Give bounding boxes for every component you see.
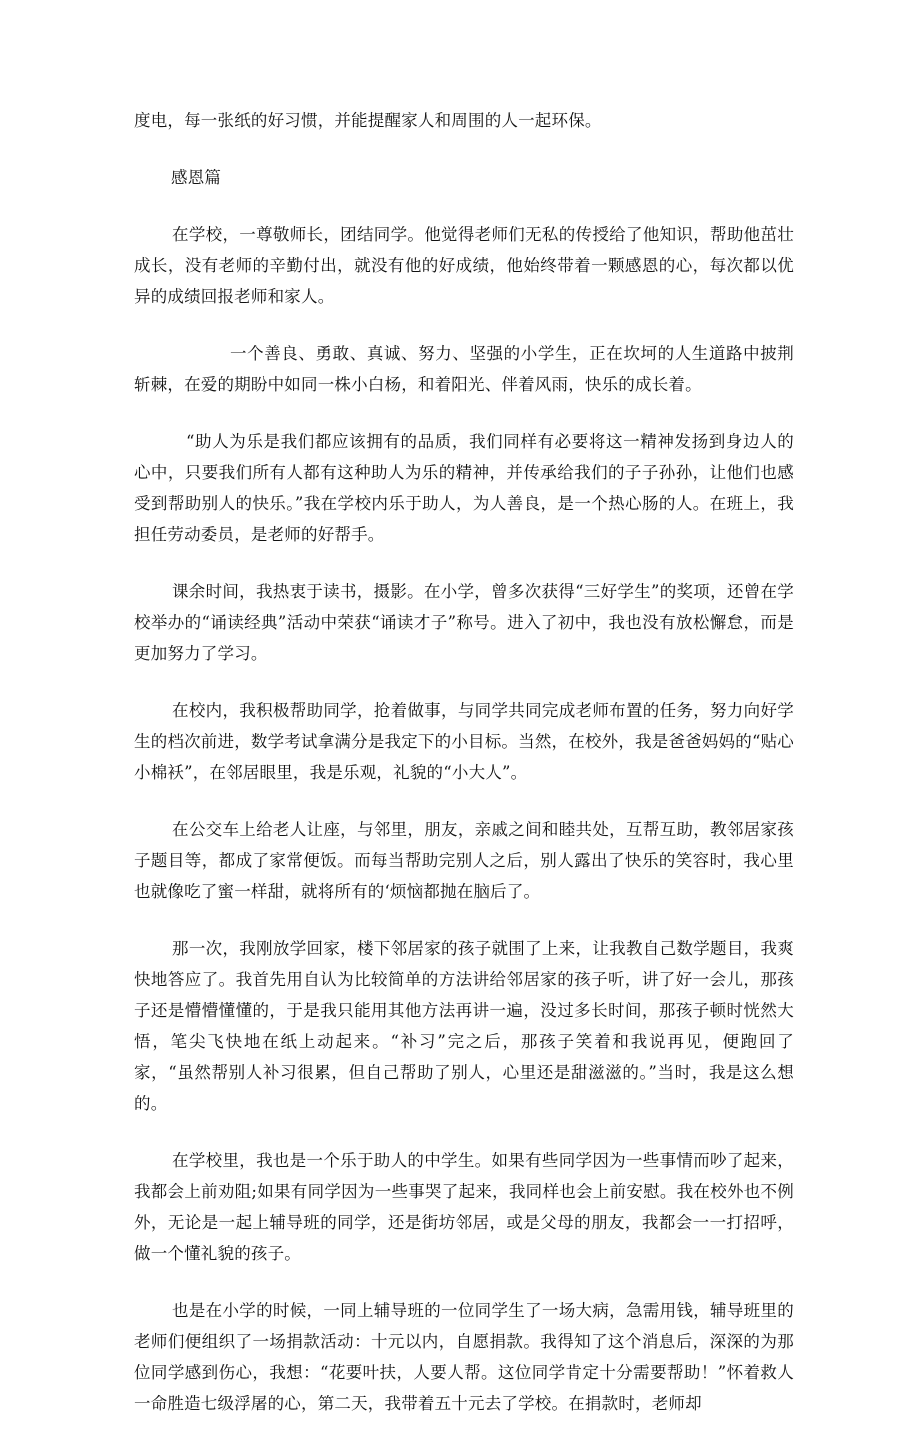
document-body	[134, 105, 794, 1445]
paragraph: 课余时间，我热衷于读书，摄影。在小学，曾多次获得“三好学生”的奖项，还曾在学校举办的“诵读经典”活动中荣获“诵读才子”称号。进入了初中，我也没有放松懈怠，而是更加努力了学习。	[134, 582, 794, 663]
paragraph: 在学校，一尊敬师长，团结同学。他觉得老师们无私的传授给了他知识，帮助他茁壮成长，没有老师的辛勤付出，就没有他的好成绩，他始终带着一颗感恩的心，每次都以优异的成绩回报老师和家人。	[134, 225, 794, 306]
paragraph-continuation: 度电，每一张纸的好习惯，并能提醒家人和周围的人一起环保。	[134, 111, 602, 130]
paragraph: 在校内，我积极帮助同学，抢着做事，与同学共同完成老师布置的任务，努力向好学生的档次前进，数学考试拿满分是我定下的小目标。当然，在校外，我是爸爸妈妈的“贴心小棉袄”，在邻居眼里，我是乐观，礼貌的“小大人”。	[134, 701, 794, 782]
paragraph: 在公交车上给老人让座，与邻里，朋友，亲戚之间和睦共处，互帮互助，教邻居家孩子题目等，都成了家常便饭。而每当帮助完别人之后，别人露出了快乐的笑容时，我心里也就像吃了蜜一样甜，就将所有的‘烦恼都抛在脑后了。	[134, 820, 794, 901]
paragraph: 也是在小学的时候，一同上辅导班的一位同学生了一场大病，急需用钱，辅导班里的老师们便组织了一场捐款活动：十元以内，自愿捐款。我得知了这个消息后，深深的为那位同学感到伤心，我想：“花要叶扶，人要人帮。这位同学肯定十分需要帮助！”怀着救人一命胜造七级浮屠的心，第二天，我带着五十元去了学校。在捐款时，老师却	[134, 1301, 794, 1413]
section-heading-gratitude: 感恩篇	[171, 168, 222, 187]
paragraph: “助人为乐是我们都应该拥有的品质，我们同样有必要将这一精神发扬到身边人的心中，只要我们所有人都有这种助人为乐的精神，并传承给我们的子子孙孙，让他们也感受到帮助别人的快乐。”我在学校内乐于助人，为人善良，是一个热心肠的人。在班上，我担任劳动委员，是老师的好帮手。	[134, 432, 794, 544]
paragraph: 一个善良、勇敢、真诚、努力、坚强的小学生，正在坎坷的人生道路中披荆斩棘，在爱的期盼中如同一株小白杨，和着阳光、伴着风雨，快乐的成长着。	[134, 344, 794, 394]
paragraph: 在学校里，我也是一个乐于助人的中学生。如果有些同学因为一些事情而吵了起来，我都会上前劝阻;如果有同学因为一些事哭了起来，我同样也会上前安慰。我在校外也不例外，无论是一起上辅导班的同学，还是街坊邻居，或是父母的朋友，我都会一一打招呼，做一个懂礼貌的孩子。	[134, 1151, 794, 1263]
paragraph: 那一次，我刚放学回家，楼下邻居家的孩子就围了上来，让我教自己数学题目，我爽快地答应了。我首先用自认为比较简单的方法讲给邻居家的孩子听，讲了好一会儿，那孩子还是懵懵懂懂的，于是我只能用其他方法再讲一遍，没过多长时间，那孩子顿时恍然大悟，笔尖飞快地在纸上动起来。“补习”完之后，那孩子笑着和我说再见，便跑回了家，“虽然帮别人补习很累，但自己帮助了别人，心里还是甜滋滋的。”当时，我是这么想的。	[134, 939, 794, 1113]
